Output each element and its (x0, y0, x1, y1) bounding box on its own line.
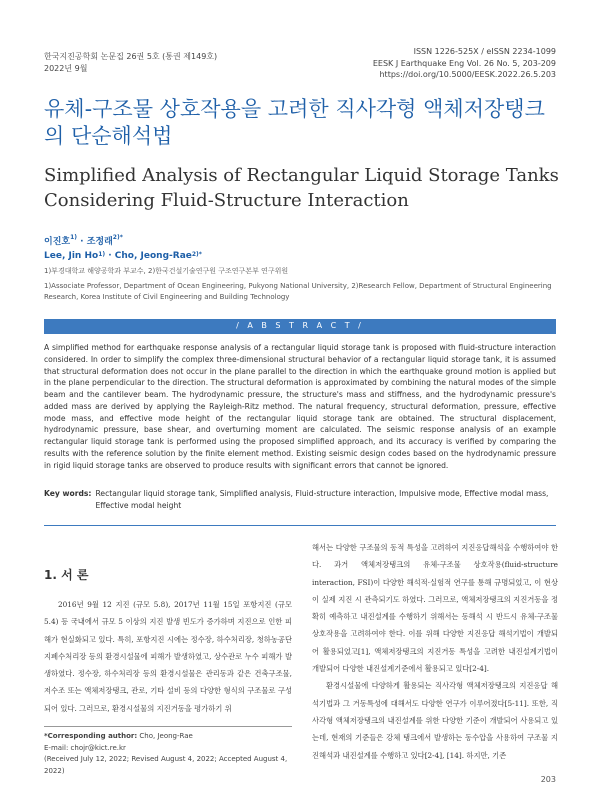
body-paragraph: 환경시설물에 다양하게 활용되는 직사각형 액체저장탱크의 지진응답 해석기법과 그 거동특성에 대해서도 다양한 연구가 이루어졌다[5-11]. 또한, 직사각형 액체저장탱크의 내진설계를 위한 다양한 기준이 개발되어 사용되고 있는데, 현재의 기준들은 강체 탱크에서 발생하는 동수압을 사용하여 구조물 지진해석과 내진설계를 수행하고 있다[2-4], [14]. 하지만, 기존 (312, 681, 558, 760)
author-2-en: Cho, Jeong-Rae (114, 251, 192, 261)
author-1-en: Lee, Jin Ho (44, 251, 99, 261)
abstract-header-bar (44, 319, 556, 334)
corresponding-author (44, 731, 294, 743)
received-dates: (Received July 12, 2022; Revised August 4, 2022; Accepted August 4, 2022) (44, 755, 288, 775)
issn: ISSN 1226-525X / eISSN 2234-1099 (413, 47, 556, 56)
author-1-sup: 1) (70, 234, 78, 241)
authors-ko (44, 234, 123, 247)
keywords-text: Rectangular liquid storage tank, Simplified analysis, Fluid-structure interaction, Impulsive mode, Effective modal mass, Effective modal height (95, 489, 549, 510)
paper-title-en: Simplified Analysis of Rectangular Liquid Storage Tanks Considering Fluid-Structure Interaction (44, 165, 559, 211)
corresponding-author-label: *Corresponding author: (44, 732, 138, 740)
author-2-ko: 조정래 (86, 237, 113, 247)
abstract-text: A simplified method for earthquake response analysis of a rectangular liquid storage tank is proposed with fluid-structure interaction considered. In order to simplify the complex three-dimensional structural behavior of a rectangular liquid storage tank, it is assumed that structural deformation does not occur in the plane parallel to the direction in which the earthquake ground motion is applied but in the plane perpendicular to the direction. The structural deformation is approximated by combining the natural modes of the simple beam and the cantilever beam. The hydrodynamic pressure, the structure's mass and stiffness, and the hydrodynamic pressure's added mass are derived by applying the Rayleigh-Ritz method. The natural frequency, structural deformation, pressure, effective mode mass, and effective mode height of the rectangular liquid storage tank are obtained. The structural displacement, hydrodynamic pressure, base shear, and overturning moment are calculated. The seismic response analysis of an example rectangular liquid storage tank is performed using the proposed simplified approach, and its accuracy is verified by comparing the results with the reference solution by the finite element method. Existing seismic design codes based on the hydrodynamic pressure in rigid liquid storage tanks are observed to produce results with significant errors that cannot be ignored. (44, 343, 556, 470)
section-title-introduction: 1. 서 론 (44, 568, 89, 582)
page-number: 203 (540, 775, 556, 784)
abstract-label: / A B S T R A C T / (236, 321, 364, 330)
author-en-separator: · (105, 251, 115, 261)
abstract-divider (44, 525, 556, 526)
keywords-label: Key words: (44, 489, 92, 498)
doi-link[interactable]: https://doi.org/10.5000/EESK.2022.26.5.203 (379, 70, 556, 79)
publication-date-ko: 2022년 9월 (44, 63, 88, 73)
footnote (44, 731, 294, 777)
author-separator: · (77, 237, 87, 247)
body-column-left (44, 596, 292, 717)
author-2-sup: 2)* (112, 234, 123, 241)
paper-title-ko: 유체-구조물 상호작용을 고려한 직사각형 액체저장탱크의 단순해석법 (44, 97, 545, 148)
body-paragraph: 2016년 9월 12 지진 (규모 5.8), 2017년 11월 15일 포항지진 (규모 5.4) 등 국내에서 규모 5 이상의 지진 발생 빈도가 증가하며 지진으로 인한 피해가 현실화되고 있다. 특히, 포항지진 시에는 정수장, 하수처리장, 청하농공단지폐수처리장 등의 환경시설물에 피해가 발생하였고, 상수관로 누수 피해가 발생하였다. 정수장, 하수처리장 등의 환경시설물은 관리동과 같은 건축구조물, 저수조 또는 액체저장탱크, 관로, 기타 설비 등의 다양한 형식의 구조물로 구성되어 있다. 그러므로, 환경시설물의 지진거동을 평가하기 위 (44, 600, 292, 713)
journal-name-ko: 한국지진공학회 논문집 26권 5호 (통권 제149호) (44, 52, 218, 61)
abstract-body (44, 342, 556, 471)
author-2-en-sup: 2)* (191, 251, 202, 258)
body-column-right (312, 539, 558, 764)
journal-header-right (373, 46, 556, 81)
footnote-rule (44, 726, 292, 727)
corresponding-author-name: Cho, Jeong-Rae (139, 732, 193, 740)
affiliation-ko: 1)부경대학교 해양공학과 부교수, 2)한국건설기술연구원 구조연구본부 연구위원 (44, 267, 289, 275)
journal-name-en: EESK J Earthquake Eng Vol. 26 No. 5, 203-209 (372, 58, 556, 68)
authors-en (44, 251, 202, 261)
author-1-ko: 이진호 (44, 237, 71, 247)
journal-header-left (44, 51, 217, 74)
body-paragraph: 해서는 다양한 구조물의 동적 특성을 고려하여 지진응답해석을 수행하여야 한다. 과거 액체저장탱크의 유체-구조물 상호작용(fluid-structure interaction, FSI)이 다양한 해석적·실험적 연구를 통해 규명되었고, 이 현상이 실제 지진 시 관측되기도 하였다. 그러므로, 액체저장탱크의 지진거동을 정확히 예측하고 내진설계를 수행하기 위해서는 동해석 시 반드시 유체-구조물 상호작용을 고려하여야 한다. 이를 위해 다양한 지진응답 해석기법이 개발되어 활용되었고[1], 액체저장탱크의 지진거동 특성을 고려한 내진설계기법이 개발되어 다양한 내진설계기준에서 활용되고 있다[2-4]. (312, 543, 558, 674)
keywords (44, 488, 556, 512)
affiliation-en: 1)Associate Professor, Department of Ocean Engineering, Pukyong National University, 2)Research Fellow, Department of Structural Engineering Research, Korea Institute of Civil Engineering and Building Technology (44, 282, 552, 301)
author-1-en-sup: 1) (98, 251, 106, 258)
author-email[interactable]: E-mail: chojr@kict.re.kr (44, 743, 126, 752)
